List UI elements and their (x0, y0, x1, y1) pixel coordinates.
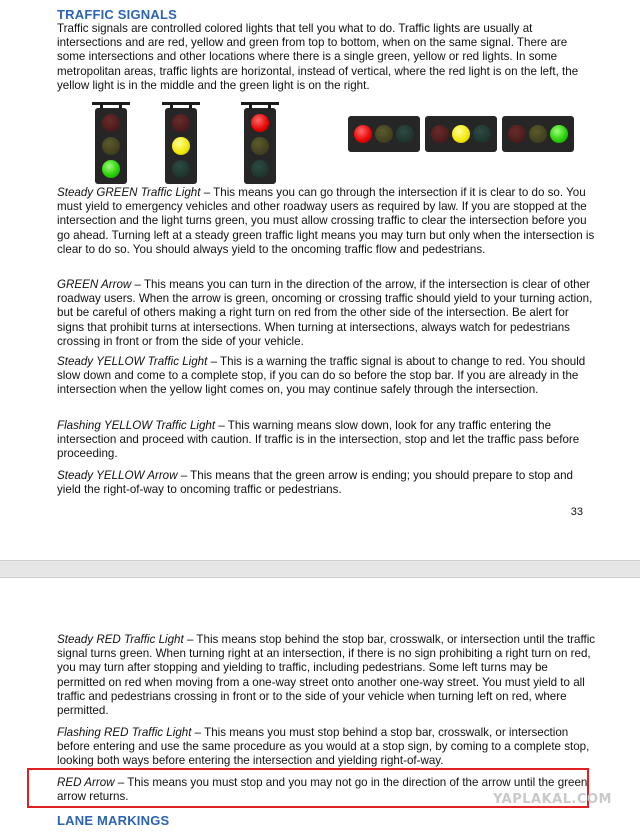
steady-yellow-arrow-text: – This means that the green arrow is ending; you should prepare to stop and yield the right-of-way to oncoming traffic or pedestrians. (57, 469, 574, 497)
intro-paragraph: Traffic signals are controlled colored lights that tell you what to do. Traffic lights are usually at intersections and are red, yellow and green from top to bottom, when on the same signal. There are some intersections and other locations where there is a single green, yellow or red lights. In some metropolitan areas, traffic lights are horizontal, instead of vertical, where the red light is on the left, the yellow light is in the middle and the green light is on the right. (57, 22, 579, 92)
vertical-signal-red (244, 108, 276, 184)
red-arrow-title: RED Arrow (57, 776, 115, 789)
red-bulb-on (251, 114, 269, 132)
vertical-signal-green (95, 108, 127, 184)
red-bulb-off (508, 125, 526, 143)
horizontal-signal-yellow (425, 116, 497, 152)
red-bulb-on (354, 125, 372, 143)
vertical-signal-yellow (165, 108, 197, 184)
horizontal-signal-green (502, 116, 574, 152)
flashing-yellow-title: Flashing YELLOW Traffic Light (57, 419, 216, 432)
red-bulb-off (102, 114, 120, 132)
green-arrow-title: GREEN Arrow (57, 278, 132, 291)
horizontal-signal-red (348, 116, 420, 152)
red-arrow-text: – This means you must stop and you may not go in the direction of the arrow until the green arrow returns. (57, 776, 588, 804)
steady-red-text: – This means stop behind the stop bar, crosswalk, or intersection until the traffic signal turns green. When turning right at an intersection, if there is no sign prohibiting a right turn on red, you may turn after stopping and yielding to traffic, including pedestrians. Some left turns may be permitted on red when moving from a one-way street onto another one-way street. You must yield to all traffic and pedestrians crossing in front or to the side of your vehicle when turning left on red, where permitted. (57, 633, 596, 718)
yellow-bulb-off (375, 125, 393, 143)
steady-yellow-arrow-paragraph (57, 469, 597, 497)
page-separator (0, 560, 640, 578)
yellow-bulb-off (529, 125, 547, 143)
steady-red-paragraph (57, 633, 597, 718)
green-bulb-off (172, 160, 190, 178)
red-bulb-off (431, 125, 449, 143)
steady-green-title: Steady GREEN Traffic Light (57, 186, 201, 199)
yellow-bulb-on (452, 125, 470, 143)
yellow-bulb-off (102, 137, 120, 155)
green-bulb-off (251, 160, 269, 178)
flashing-yellow-text: – This warning means slow down, look for any traffic entering the intersection and proceed with caution. If traffic is in the intersection, stop and let the traffic pass before proceeding. (57, 419, 580, 461)
steady-yellow-arrow-title: Steady YELLOW Arrow (57, 469, 178, 482)
steady-green-paragraph (57, 186, 597, 257)
green-bulb-off (396, 125, 414, 143)
green-bulb-on (550, 125, 568, 143)
red-bulb-off (172, 114, 190, 132)
flashing-red-text: – This means you must stop behind a stop bar, crosswalk, or intersection before entering and use the same procedure as you would at a stop sign, by coming to a complete stop, looking both ways before entering the intersection and yielding right-of-way. (57, 726, 590, 768)
steady-yellow-title: Steady YELLOW Traffic Light (57, 355, 208, 368)
flashing-red-paragraph (57, 726, 597, 769)
green-bulb-on (102, 160, 120, 178)
green-arrow-text: – This means you can turn in the direction of the arrow, if the intersection is clear of other roadway users. When the arrow is green, oncoming or crossing traffic should yield to your turning action, but be careful of others making a right turn on red from the other side of the intersection. Be alert for signs that prohibit turns at intersections. When turning at intersections, always watch for pedestrians crossing in front or from the side of your vehicle. (57, 278, 593, 348)
heading-traffic-signals: TRAFFIC SIGNALS (57, 7, 177, 22)
steady-yellow-text: – This is a warning the traffic signal is about to change to red. You should slow down and come to a complete stop, if you can do so before the stop bar. If you are already in the intersection when the yellow light comes on, you may continue safely through the intersection. (57, 355, 586, 397)
yellow-bulb-off (251, 137, 269, 155)
green-arrow-paragraph (57, 278, 597, 349)
steady-yellow-paragraph (57, 355, 597, 398)
yellow-bulb-on (172, 137, 190, 155)
flashing-red-title: Flashing RED Traffic Light (57, 726, 192, 739)
page-number: 33 (570, 506, 583, 518)
steady-green-text: – This means you can go through the intersection if it is clear to do so. You must yield to emergency vehicles and other roadway users as required by law. If you are stopped at the intersection and the light turns green, you must allow crossing traffic to clear the intersection before you go ahead. Turning left at a steady green traffic light means you may turn but only when the intersection is clear to do so. You should always yield to the oncoming traffic flow and pedestrians. (57, 186, 595, 256)
heading-lane-markings: LANE MARKINGS (57, 813, 170, 828)
green-bulb-off (473, 125, 491, 143)
watermark-text: YAPLAKAL.COM (493, 792, 612, 807)
flashing-yellow-paragraph (57, 419, 597, 462)
steady-red-title: Steady RED Traffic Light (57, 633, 184, 646)
